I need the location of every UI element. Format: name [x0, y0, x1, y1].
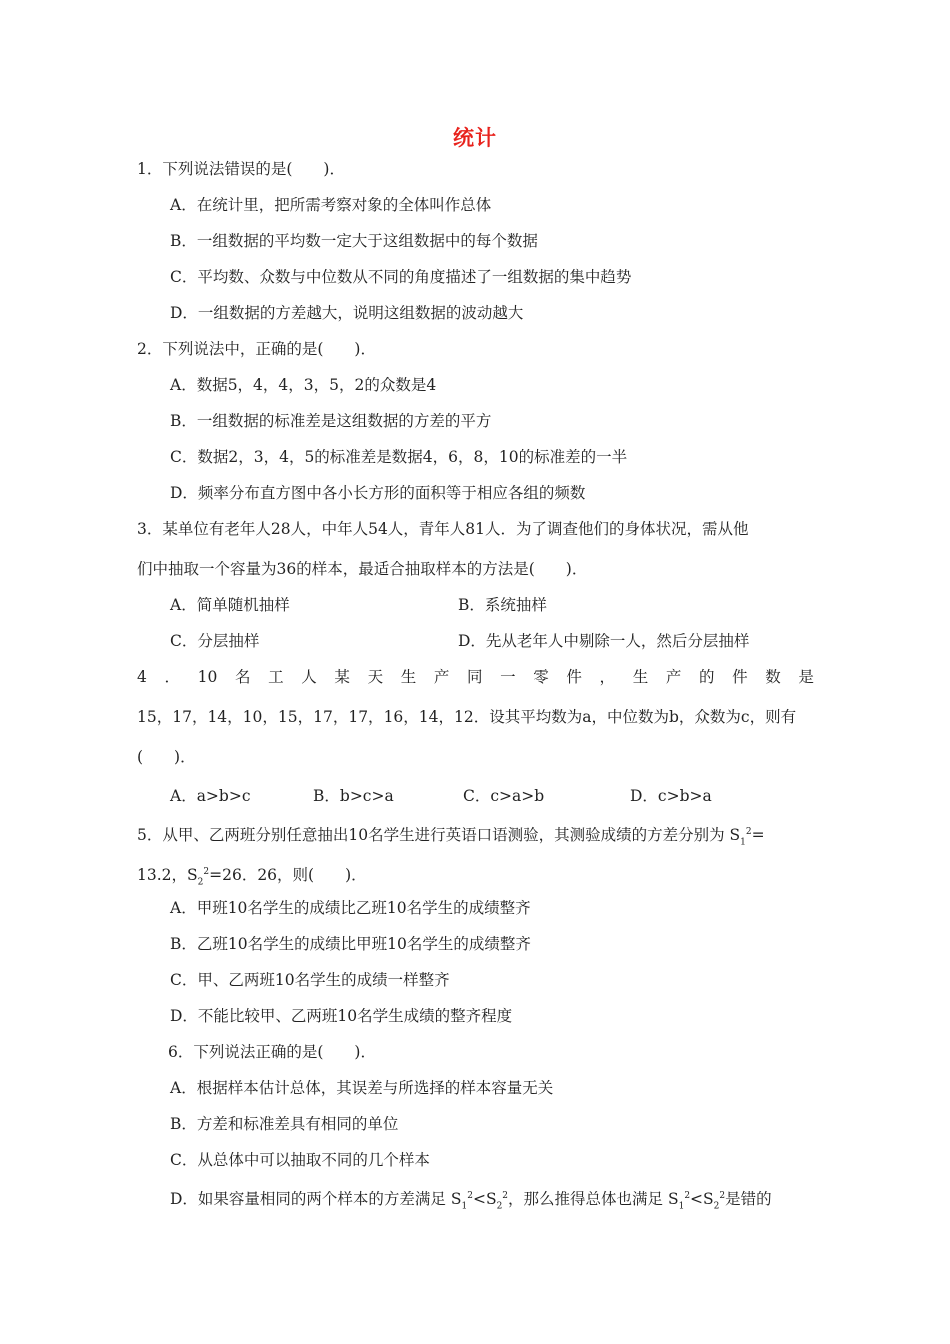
question-1-option-a: A．在统计里，把所需考察对象的全体叫作总体 [170, 196, 492, 214]
subscript: 1 [461, 1201, 468, 1212]
stem-char: 名 [235, 668, 251, 686]
stem-char: 生 [632, 668, 649, 686]
stem-text: 是错的 [725, 1190, 772, 1209]
question-6-option-c: C．从总体中可以抽取不同的几个样本 [170, 1151, 430, 1169]
question-4-stem-line1 [137, 666, 814, 688]
stem-char: 一 [500, 668, 516, 686]
stem-text: <S [472, 1190, 497, 1209]
question-5-option-a: A．甲班10名学生的成绩比乙班10名学生的成绩整齐 [170, 899, 531, 917]
question-2-option-c: C．数据2，3，4，5的标准差是数据4，6，8，10的标准差的一半 [170, 448, 628, 466]
superscript: 2 [467, 1191, 473, 1201]
question-3-option-c: C．分层抽样 [170, 632, 260, 650]
subscript: 1 [678, 1201, 685, 1212]
subscript: 2 [713, 1201, 720, 1212]
superscript: 2 [684, 1191, 691, 1201]
question-3-option-d: D．先从老年人中剔除一人，然后分层抽样 [458, 632, 750, 650]
question-1-stem: 1．下列说法错误的是( )． [137, 160, 345, 178]
question-1-option-d: D．一组数据的方差越大，说明这组数据的波动越大 [170, 304, 524, 322]
stem-char: 10 [197, 668, 218, 686]
question-2-option-a: A．数据5，4，4，3，5，2的众数是4 [170, 376, 437, 394]
stem-char: 数 [765, 668, 781, 686]
question-1-option-b: B．一组数据的平均数一定大于这组数据中的每个数据 [170, 232, 538, 250]
stem-char: 同 [466, 668, 483, 686]
stem-char: 产 [433, 668, 450, 686]
question-6-option-b: B．方差和标准差具有相同的单位 [170, 1115, 399, 1133]
subscript: 1 [740, 837, 746, 848]
question-4-stem-line3: ( )． [137, 748, 196, 766]
stem-text: ，那么推得总体也满足 S [508, 1190, 679, 1209]
question-1-option-c: C．平均数、众数与中位数从不同的角度描述了一组数据的集中趋势 [170, 268, 632, 286]
stem-char: 件 [732, 668, 748, 686]
question-4-option-b: B．b>c>a [313, 787, 394, 805]
stem-text: 5．从甲、乙两班分别任意抽出10名学生进行英语口语测验，其测验成绩的方差分别为 S [137, 826, 741, 845]
stem-char: 天 [367, 668, 384, 686]
stem-char: 某 [334, 668, 350, 686]
question-5-option-b: B．乙班10名学生的成绩比甲班10名学生的成绩整齐 [170, 935, 531, 953]
stem-char: 人 [301, 668, 317, 686]
question-2-option-b: B．一组数据的标准差是这组数据的方差的平方 [170, 412, 492, 430]
stem-char: 零 [533, 668, 549, 686]
question-5-option-d: D．不能比较甲、乙两班10名学生成绩的整齐程度 [170, 1007, 513, 1025]
question-4-option-d: D．c>b>a [630, 787, 712, 805]
superscript: 2 [719, 1191, 726, 1201]
superscript: 2 [745, 827, 752, 837]
question-4-stem-line2: 15，17，14，10，15，17，17，16，14，12．设其平均数为a，中位数为b，众数为c，则有 [137, 708, 797, 726]
stem-char: 4 [137, 668, 147, 686]
question-3-stem-line1: 3．某单位有老年人28人，中年人54人，青年人81人．为了调查他们的身体状况，需从他 [137, 520, 749, 538]
question-3-stem-line2: 们中抽取一个容量为36的样本，最适合抽取样本的方法是( )． [137, 560, 588, 578]
stem-char: ， [599, 668, 616, 686]
question-6-option-a: A．根据样本估计总体，其误差与所选择的样本容量无关 [170, 1079, 554, 1097]
stem-text: <S [690, 1190, 714, 1209]
question-5-stem-line1 [137, 821, 765, 853]
superscript: 2 [203, 867, 210, 877]
question-2-stem: 2．下列说法中，正确的是( )． [137, 340, 376, 358]
stem-char: 生 [400, 668, 417, 686]
superscript: 2 [502, 1191, 509, 1201]
stem-char: 件 [566, 668, 582, 686]
stem-text: = [751, 826, 765, 845]
question-3-option-b: B．系统抽样 [458, 596, 547, 614]
question-6-option-d [170, 1185, 772, 1217]
subscript: 2 [197, 877, 204, 888]
stem-char: ． [164, 668, 181, 686]
stem-char: 产 [665, 668, 682, 686]
question-4-option-a: A．a>b>c [170, 787, 251, 805]
stem-text: D．如果容量相同的两个样本的方差满足 S [170, 1190, 462, 1209]
stem-text: 13.2，S [137, 866, 198, 885]
question-5-stem-line2 [137, 861, 367, 893]
stem-char: 是 [798, 668, 814, 686]
stem-char: 工 [268, 668, 284, 686]
question-6-stem: 6．下列说法正确的是( )． [168, 1043, 376, 1061]
stem-char: 的 [698, 668, 715, 686]
question-2-option-d: D．频率分布直方图中各小长方形的面积等于相应各组的频数 [170, 484, 586, 502]
subscript: 2 [496, 1201, 503, 1212]
question-5-option-c: C．甲、乙两班10名学生的成绩一样整齐 [170, 971, 450, 989]
question-4-option-c: C．c>a>b [463, 787, 545, 805]
page-title: 统计 [453, 125, 497, 150]
stem-text: =26．26，则( )． [209, 866, 367, 885]
question-3-option-a: A．简单随机抽样 [170, 596, 290, 614]
